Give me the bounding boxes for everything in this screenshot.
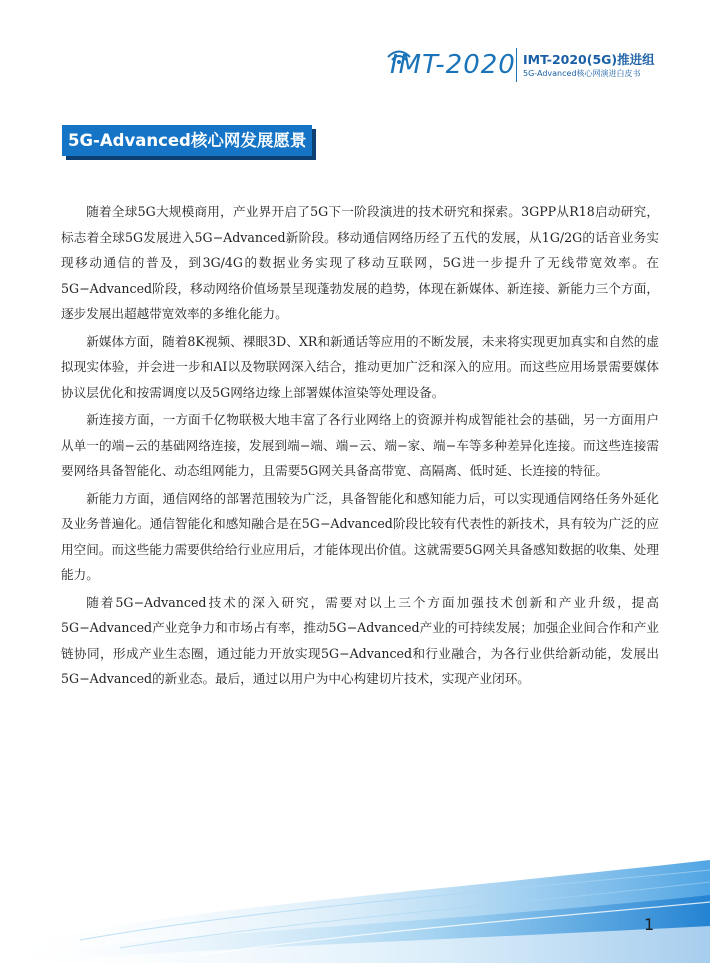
paragraph-intro: 随着全球5G大规模商用，产业界开启了5G下一阶段演进的技术研究和探索。3GPP从R18启动研究，标志着全球5G发展进入5G−Advanced新阶段。移动通信网络历经了五代的发展，从1G/2G的话音业务实现移动通信的普及，到3G/4G的数据业务实现了移动互联网，5G进一步提升了无线带宽效率。在5G−Advanced阶段，移动网络价值场景呈现蓬勃发展的趋势，体现在新媒体、新连接、新能力三个方面，逐步发展出超越带宽效率的多维化能力。 [61, 204, 659, 321]
paragraph-new-connection: 新连接方面，一方面千亿物联极大地丰富了各行业网络上的资源并构成智能社会的基础，另一方面用户从单一的端−云的基础网络连接，发展到端−端、端−云、端−家、端−车等多种差异化连接。而这些连接需要网络具备智能化、动态组网能力，且需要5G网关具备高带宽、高隔离、低时延、长连接的特征。 [61, 412, 659, 478]
section-title: 5G-Advanced核心网发展愿景 [62, 125, 312, 156]
body-text [61, 199, 659, 694]
paragraph-new-capability: 新能力方面，通信网络的部署范围较为广泛，具备智能化和感知能力后，可以实现通信网络任务外延化及业务普遍化。通信智能化和感知融合是在5G−Advanced阶段比较有代表性的新技术，具有较为广泛的应用空间。而这些能力需要供给给行业应用后，才能体现出价值。这就需要5G网关具备感知数据的收集、处理能力。 [61, 490, 659, 582]
page-number: 1 [644, 915, 655, 934]
paragraph-conclusion: 随着5G−Advanced技术的深入研究，需要对以上三个方面加强技术创新和产业升级，提高5G−Advanced产业竞争力和市场占有率，推动5G−Advanced产业的可持续发展；加强企业间合作和产业链协同，形成产业生态圈，通过能力开放实现5G−Advanced和行业融合，为各行业供给新动能，发展出5G−Advanced的新业态。最后，通过以用户为中心构建切片技术，实现产业闭环。 [61, 594, 659, 686]
page-header [0, 40, 710, 90]
header-divider [516, 48, 517, 82]
imt-logo-text: IMT-2020 [390, 50, 516, 80]
group-name: IMT-2020(5G)推进组 [523, 52, 655, 67]
decorative-wave-footer [0, 840, 710, 963]
paragraph-new-media: 新媒体方面，随着8K视频、裸眼3D、XR和新通话等应用的不断发展，未来将实现更加真实和自然的虚拟现实体验，并会进一步和AI以及物联网深入结合，推动更加广泛和深入的应用。而这些应用场景需要媒体协议层优化和按需调度以及5G网络边缘上部署媒体渲染等处理设备。 [61, 333, 659, 400]
white-paper-title: 5G-Advanced核心网演进白皮书 [523, 69, 641, 78]
